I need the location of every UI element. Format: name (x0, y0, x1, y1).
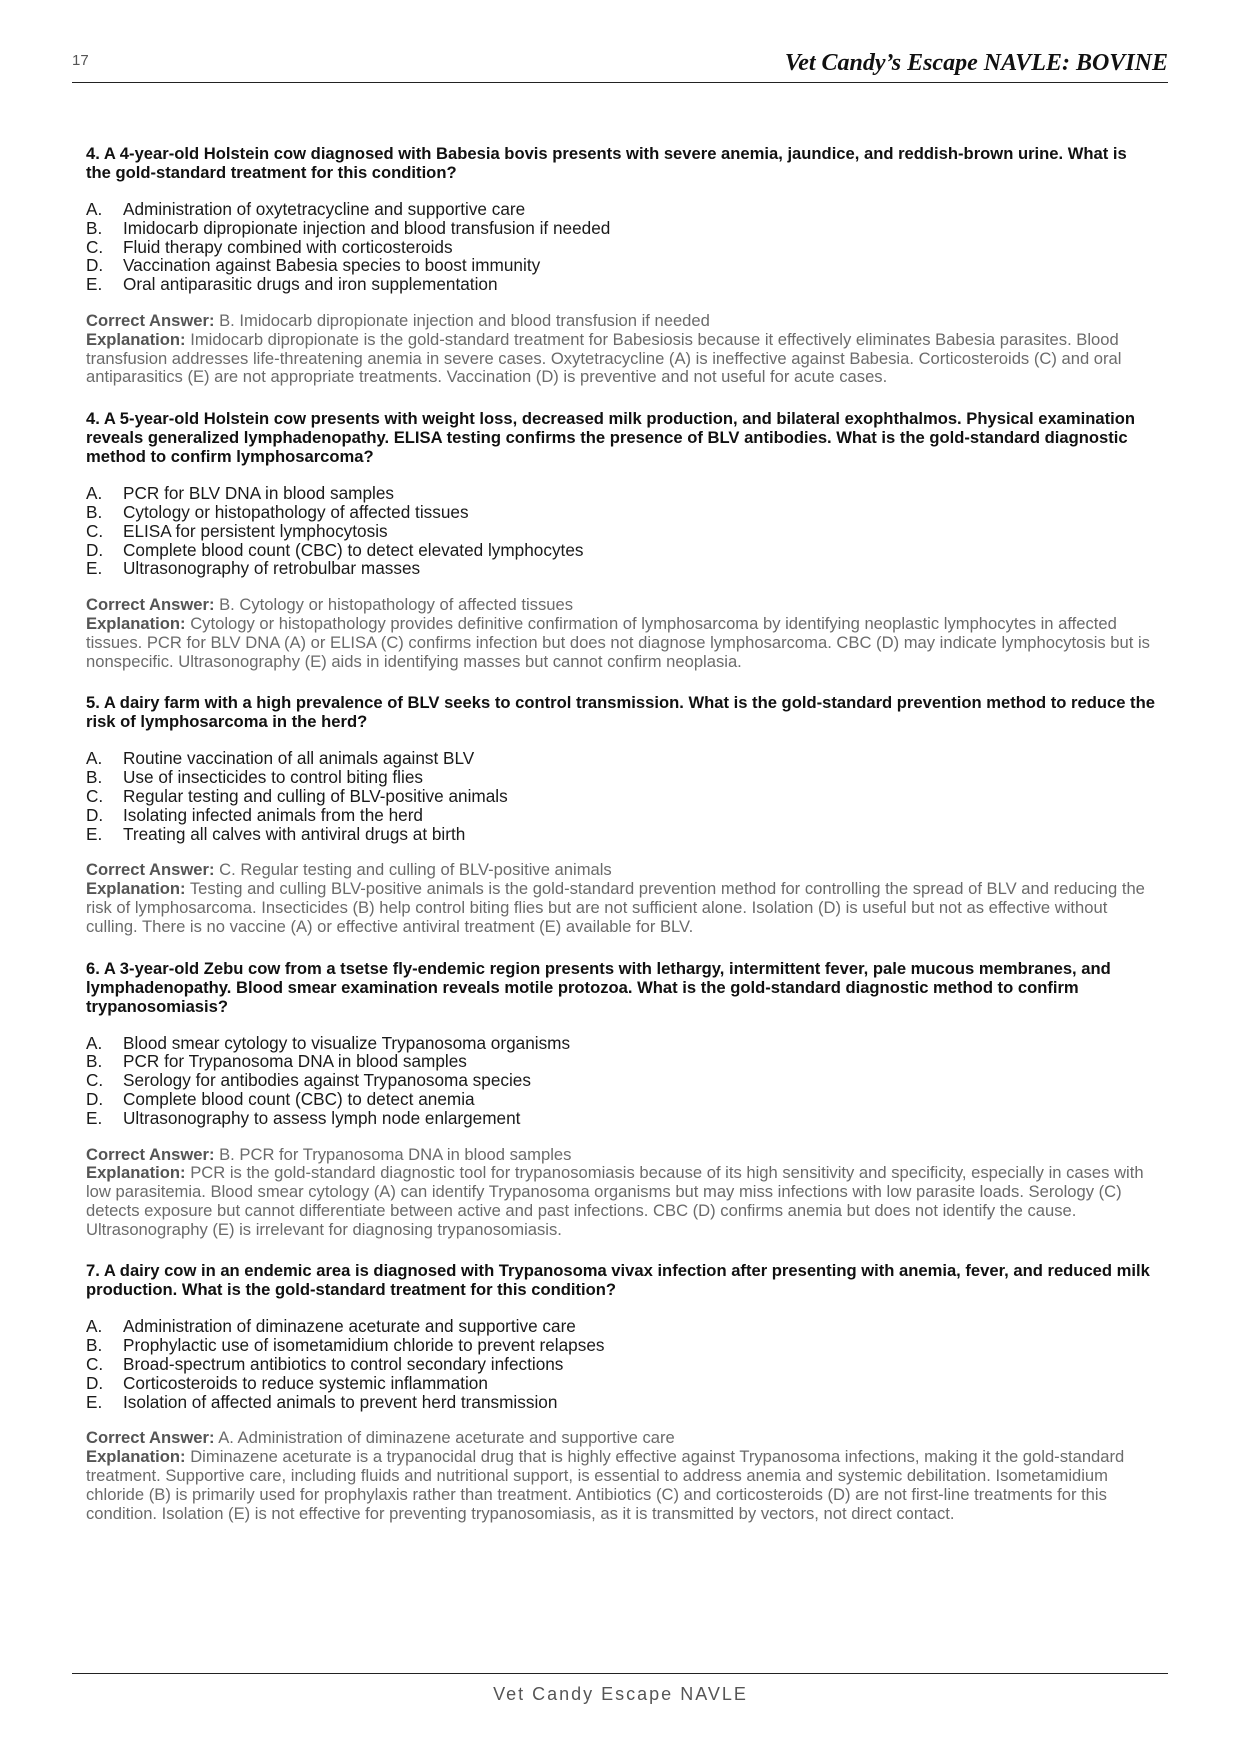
option-text: Blood smear cytology to visualize Trypanosoma organisms (123, 1032, 571, 1053)
correct-answer (86, 1146, 1156, 1165)
answer-explanation (86, 1146, 1156, 1240)
option-letter: D. (86, 804, 104, 825)
option-text: Prophylactic use of isometamidium chloride to prevent relapses (123, 1335, 605, 1356)
correct-answer-label: Correct Answer: (86, 595, 215, 615)
option-letter: E. (86, 823, 103, 844)
answer-options (86, 484, 1156, 578)
footer-text: Vet Candy Escape NAVLE (493, 1684, 748, 1704)
page-number: 17 (72, 52, 89, 69)
option-text: Administration of oxytetracycline and supportive care (123, 199, 526, 219)
answer-option (86, 787, 1156, 806)
correct-answer-text: B. Imidocarb dipropionate injection and blood transfusion if needed (219, 310, 710, 330)
correct-answer-label: Correct Answer: (86, 860, 215, 880)
explanation-text: Cytology or histopathology provides definitive confirmation of lymphosarcoma by identifying neoplastic lymphocytes in affected tissues. PCR for BLV DNA (A) or ELISA (C) confirms infection but does not diagnose lymphosarcoma. CBC (D) may indicate lymphocytosis but is nonspecific. Ultrasonography (E) aids in identifying masses but cannot confirm neoplasia. (86, 613, 1150, 671)
option-text: Use of insecticides to control biting flies (123, 767, 423, 788)
option-letter: E. (86, 558, 103, 579)
option-letter: A. (86, 199, 103, 219)
option-letter: C. (86, 236, 104, 257)
correct-answer-text: B. Cytology or histopathology of affected tissues (219, 595, 574, 615)
question-block (86, 1261, 1156, 1523)
option-text: Complete blood count (CBC) to detect elevated lymphocytes (123, 539, 584, 560)
correct-answer-label: Correct Answer: (86, 310, 215, 330)
option-text: Routine vaccination of all animals against BLV (123, 748, 475, 769)
answer-option (86, 1374, 1156, 1393)
answer-option (86, 1355, 1156, 1374)
answer-option (86, 1052, 1156, 1071)
option-text: Corticosteroids to reduce systemic inflammation (123, 1372, 488, 1393)
question-list (86, 144, 1156, 1545)
answer-explanation (86, 596, 1156, 671)
answer-option (86, 806, 1156, 825)
option-letter: B. (86, 501, 103, 522)
correct-answer-text: A. Administration of diminazene aceturate and supportive care (218, 1428, 675, 1448)
answer-option (86, 219, 1156, 238)
question-stem: 6. A 3-year-old Zebu cow from a tsetse fly-endemic region presents with lethargy, intermittent fever, pale mucous membranes, and lymphadenopathy. Blood smear examination reveals motile protozoa. What is the gold-standard diagnostic method to confirm trypanosomiasis? (86, 958, 1111, 1016)
option-letter: E. (86, 1107, 103, 1128)
explanation-label: Explanation: (86, 329, 186, 349)
explanation (86, 615, 1156, 671)
explanation (86, 331, 1156, 387)
explanation-label: Explanation: (86, 1447, 186, 1467)
answer-option (86, 1034, 1156, 1053)
option-letter: A. (86, 483, 103, 504)
option-letter: A. (86, 1032, 103, 1053)
option-letter: D. (86, 539, 104, 560)
option-text: Fluid therapy combined with corticosteroids (123, 236, 453, 257)
question-block (86, 693, 1156, 936)
answer-option (86, 503, 1156, 522)
option-text: PCR for Trypanosoma DNA in blood samples (123, 1051, 467, 1072)
question-stem: 5. A dairy farm with a high prevalence of BLV seeks to control transmission. What is the gold-standard prevention method to reduce the risk of lymphosarcoma in the herd? (86, 693, 1155, 732)
answer-explanation (86, 861, 1156, 936)
option-letter: D. (86, 1088, 104, 1109)
answer-option (86, 1317, 1156, 1336)
answer-options (86, 749, 1156, 843)
answer-option (86, 238, 1156, 257)
answer-option (86, 1336, 1156, 1355)
question-stem: 7. A dairy cow in an endemic area is diagnosed with Trypanosoma vivax infection after presenting with anemia, fever, and reduced milk production. What is the gold-standard treatment for this condition? (86, 1261, 1150, 1300)
correct-answer-text: B. PCR for Trypanosoma DNA in blood samples (219, 1144, 572, 1164)
answer-option (86, 768, 1156, 787)
option-letter: B. (86, 1335, 103, 1356)
explanation-text: Testing and culling BLV-positive animals is the gold-standard prevention method for controlling the spread of BLV and reducing the risk of lymphosarcoma. Insecticides (B) help control biting flies but are not sufficient alone. Isolation (D) is useful but not as effective without culling. There is no vaccine (A) or effective antiviral treatment (E) available for BLV. (86, 879, 1145, 936)
option-text: Serology for antibodies against Trypanosoma species (123, 1070, 531, 1091)
answer-option (86, 256, 1156, 275)
explanation-label: Explanation: (86, 1163, 186, 1183)
option-letter: C. (86, 520, 104, 541)
question-block (86, 959, 1156, 1240)
question-stem: 4. A 5-year-old Holstein cow presents with weight loss, decreased milk production, and bilateral exophthalmos. Physical examination reveals generalized lymphadenopathy. ELISA testing confirms the presence of BLV antibodies. What is the gold-standard diagnostic method to confirm lymphosarcoma? (86, 409, 1136, 467)
option-letter: D. (86, 255, 104, 276)
correct-answer-label: Correct Answer: (86, 1428, 215, 1448)
option-letter: E. (86, 274, 103, 295)
answer-option (86, 1393, 1156, 1412)
option-letter: A. (86, 748, 103, 769)
answer-explanation (86, 312, 1156, 387)
option-text: Isolation of affected animals to prevent herd transmission (123, 1391, 558, 1412)
answer-option (86, 749, 1156, 768)
option-letter: E. (86, 1391, 103, 1412)
option-letter: C. (86, 1070, 104, 1091)
option-text: Ultrasonography to assess lymph node enlargement (123, 1107, 521, 1128)
option-letter: B. (86, 1051, 103, 1072)
answer-option (86, 559, 1156, 578)
option-text: Regular testing and culling of BLV-positive animals (123, 785, 508, 806)
answer-explanation (86, 1429, 1156, 1523)
question-block (86, 409, 1156, 671)
correct-answer (86, 1429, 1156, 1448)
correct-answer (86, 596, 1156, 615)
header-divider (72, 82, 1168, 83)
explanation (86, 1164, 1156, 1239)
explanation-label: Explanation: (86, 613, 186, 633)
answer-options (86, 1317, 1156, 1411)
answer-option (86, 825, 1156, 844)
answer-option (86, 541, 1156, 560)
option-text: Complete blood count (CBC) to detect anemia (123, 1088, 475, 1109)
option-text: Vaccination against Babesia species to boost immunity (123, 255, 541, 276)
answer-options (86, 200, 1156, 294)
option-text: PCR for BLV DNA in blood samples (123, 483, 394, 504)
option-text: Broad-spectrum antibiotics to control secondary infections (123, 1354, 564, 1375)
option-text: Oral antiparasitic drugs and iron supplementation (123, 274, 498, 295)
explanation (86, 880, 1156, 936)
explanation-text: Imidocarb dipropionate is the gold-standard treatment for Babesiosis because it effectively eliminates Babesia parasites. Blood transfusion addresses life-threatening anemia in severe cases. Oxytetracycline (A) is ineffective against Babesia. Corticosteroids (C) and oral antiparasitics (E) are not appropriate treatments. Vaccination (D) is preventive and not useful for acute cases. (86, 329, 1122, 387)
footer-divider (72, 1673, 1168, 1674)
answer-options (86, 1034, 1156, 1128)
option-text: ELISA for persistent lymphocytosis (123, 520, 388, 541)
option-letter: C. (86, 1354, 104, 1375)
correct-answer-text: C. Regular testing and culling of BLV-positive animals (219, 860, 612, 880)
explanation (86, 1448, 1156, 1523)
option-text: Cytology or histopathology of affected tissues (123, 501, 469, 522)
answer-option (86, 1071, 1156, 1090)
option-letter: A. (86, 1316, 103, 1337)
correct-answer-label: Correct Answer: (86, 1144, 215, 1164)
answer-option (86, 1109, 1156, 1128)
answer-option (86, 275, 1156, 294)
answer-option (86, 484, 1156, 503)
explanation-label: Explanation: (86, 879, 186, 899)
option-text: Isolating infected animals from the herd (123, 804, 423, 825)
option-text: Treating all calves with antiviral drugs at birth (123, 823, 466, 844)
option-letter: D. (86, 1372, 104, 1393)
option-text: Imidocarb dipropionate injection and blood transfusion if needed (123, 217, 611, 238)
question-stem: 4. A 4-year-old Holstein cow diagnosed with Babesia bovis presents with severe anemia, jaundice, and reddish-brown urine. What is the gold-standard treatment for this condition? (86, 144, 1127, 182)
correct-answer (86, 312, 1156, 331)
option-text: Administration of diminazene aceturate and supportive care (123, 1316, 576, 1337)
question-block (86, 144, 1156, 387)
answer-option (86, 522, 1156, 541)
explanation-text: Diminazene aceturate is a trypanocidal drug that is highly effective against Trypanosoma infections, making it the gold-standard treatment. Supportive care, including fluids and nutritional support, is essential to address anemia and systemic debilitation. Isometamidium chloride (B) is primarily used for prophylaxis rather than treatment. Antibiotics (C) and corticosteroids (D) are not first-line treatments for this condition. Isolation (E) is not effective for preventing trypanosomiasis, as it is transmitted by vectors, not direct contact. (86, 1447, 1125, 1523)
explanation-text: PCR is the gold-standard diagnostic tool for trypanosomiasis because of its high sensitivity and specificity, especially in cases with low parasitemia. Blood smear cytology (A) can identify Trypanosoma organisms but may miss infections with low parasite loads. Serology (C) detects exposure but cannot differentiate between active and past infections. CBC (D) confirms anemia but does not identify the cause. Ultrasonography (E) is irrelevant for diagnosing trypanosomiasis. (86, 1163, 1144, 1239)
option-text: Ultrasonography of retrobulbar masses (123, 558, 421, 579)
answer-option (86, 200, 1156, 219)
answer-option (86, 1090, 1156, 1109)
correct-answer (86, 861, 1156, 880)
running-title: Vet Candy’s Escape NAVLE: BOVINE (784, 50, 1168, 76)
option-letter: C. (86, 785, 104, 806)
option-letter: B. (86, 217, 103, 238)
option-letter: B. (86, 767, 103, 788)
